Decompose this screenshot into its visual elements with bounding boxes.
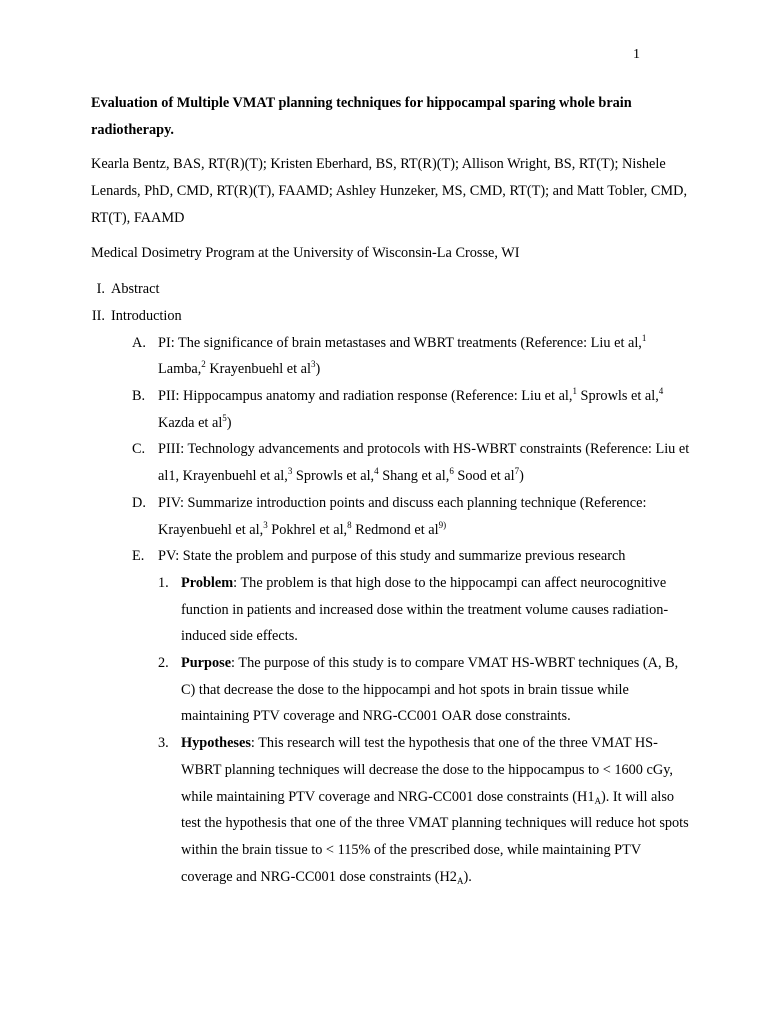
document-title: Evaluation of Multiple VMAT planning techniques for hippocampal sparing whole brain radiotherapy.	[91, 95, 632, 138]
page-number: 1	[633, 47, 640, 62]
outline-item-pv	[91, 543, 691, 570]
outline-item-pi	[91, 330, 691, 383]
outline-numeral: II.	[91, 307, 105, 324]
author-list: Kearla Bentz, BAS, RT(R)(T); Kristen Eberhard, BS, RT(R)(T); Allison Wright, BS, RT(T); Nishele Lenards, PhD, CMD, RT(R)(T), FAAMD; Ashley Hunzeker, MS, CMD, RT(T); and Matt Tobler, CMD, RT(T), FAAMD	[91, 156, 688, 226]
outline-text: Hypotheses: This research will test the hypothesis that one of the three VMAT HS-WBRT planning techniques will decrease the dose to the hippocampus to < 1600 cGy, while maintaining PTV coverage and NRG-CC001 dose constraints $(H1_A)$. It will also test the hypothesis that one of the three VMAT planning techniques will reduce hot spots within the brain tissue to < 115% of the prescribed dose, while maintaining PTV coverage and NRG-CC001 dose constraints $(H2_A)$.	[181, 735, 689, 886]
outline-letter: B.	[132, 388, 146, 405]
outline-text: PIII: Technology advancements and protocols with HS-WBRT constraints (Reference: Liu et al1, Krayenbuehl et al,$^3$ Sprowls et al,$^4$ Shang et al,$^6$ Sood et $al^7$)	[158, 441, 690, 485]
outline-number: 1.	[158, 574, 169, 591]
affiliation: Medical Dosimetry Program at the University of Wisconsin-La Crosse, WI	[91, 244, 520, 261]
outline-item-pii	[91, 383, 691, 436]
outline-item-purpose	[91, 650, 691, 730]
outline-item-problem	[91, 570, 691, 650]
outline-item-piii	[91, 436, 691, 489]
outline-text: PI: The significance of brain metastases and WBRT treatments (Reference: Liu et al,$^1$ Lamba,$^2$ Krayenbuehl et $al^3$)	[158, 332, 647, 378]
outline-letter: E.	[132, 548, 145, 565]
outline-text: PV: State the problem and purpose of this study and summarize previous research	[158, 548, 626, 565]
outline-item-introduction	[66, 303, 691, 330]
outline	[91, 276, 691, 890]
outline-text: Purpose: The purpose of this study is to compare VMAT HS-WBRT techniques (A, B, C) that decrease the dose to the hippocampi and hot spots in brain tissue while maintaining PTV coverage and NRG-CC001 OAR dose constraints.	[181, 655, 679, 725]
outline-letter: C.	[132, 441, 146, 458]
outline-text: PII: Hippocampus anatomy and radiation response (Reference: Liu et al,$^1$ Sprowls et al,$^4$ Kazda et $al^5$)	[158, 386, 664, 431]
outline-letter: A.	[132, 334, 146, 351]
outline-text: Problem: The problem is that high dose to the hippocampi can affect neurocognitive function in patients and increased dose within the treatment volume causes radiation-induced side effects.	[181, 574, 669, 645]
document-body	[91, 90, 691, 890]
outline-item-hypotheses	[91, 730, 691, 890]
outline-number: 2.	[158, 655, 169, 672]
outline-number: 3.	[158, 735, 169, 752]
outline-item-abstract	[66, 276, 691, 303]
outline-text: Abstract	[111, 281, 160, 298]
outline-numeral: I.	[96, 281, 105, 298]
outline-item-piv	[91, 490, 691, 543]
outline-letter: D.	[132, 494, 146, 511]
outline-text: PIV: Summarize introduction points and discuss each planning technique (Reference: Krayenbuehl et al,$^3$ Pokhrel et al,$^8$ Redmond et $al^{9)}$	[158, 494, 647, 538]
outline-text: Introduction	[111, 307, 182, 324]
